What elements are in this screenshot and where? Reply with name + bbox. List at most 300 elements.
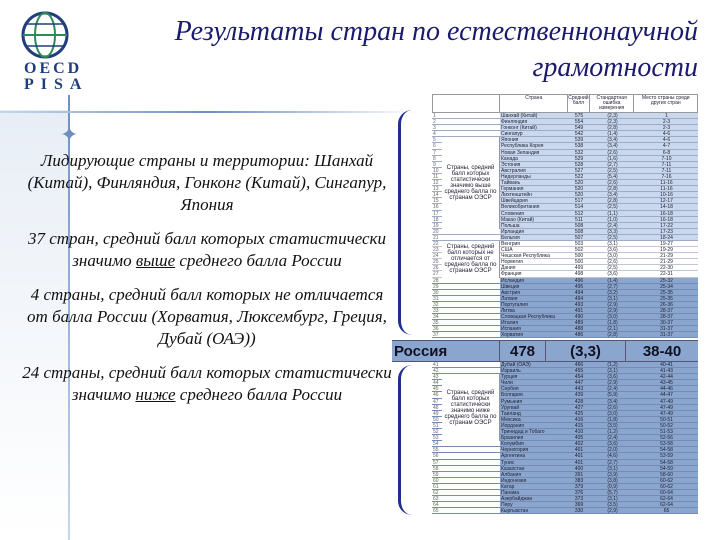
cell-se: (3,4) [607, 192, 618, 199]
cell-country: Таиланд [501, 410, 521, 416]
cell-rank: 60-62 [660, 477, 673, 484]
cell-se: (1,4) [607, 277, 618, 284]
cell-score: 376 [574, 489, 584, 496]
text-emphasis: ниже [135, 385, 176, 404]
group-label: Страны, средний балл которых статистически значимо выше среднего балла по странам ОЭСР [442, 137, 500, 229]
cell-se: (3,0) [607, 314, 618, 321]
row-number: 22 [432, 241, 442, 246]
cell-se: (3,1) [607, 465, 618, 472]
row-number: 12 [432, 180, 442, 185]
cell-se: (3,4) [607, 398, 618, 405]
cell-score: 454 [574, 374, 584, 381]
cell-country: Германия [501, 186, 524, 192]
cell-country: Панама [501, 489, 520, 496]
cell-se: (2,8) [607, 186, 618, 193]
cell-country: Лихтенштейн [501, 192, 532, 198]
cell-score: 538 [574, 143, 584, 150]
cell-country: Шанхай (Китай) [501, 113, 538, 119]
cell-score: 455 [574, 368, 584, 375]
cell-score: 425 [574, 410, 584, 417]
cell-country: Сербия [501, 386, 519, 392]
cell-country: Испания [501, 326, 521, 332]
row-number: 25 [432, 259, 442, 264]
cell-se: (2,8) [607, 198, 618, 205]
cell-score: 400 [574, 465, 584, 472]
cell-se: (2,5) [607, 167, 618, 174]
row-number: 11 [432, 174, 442, 179]
cell-country: Дубай (ОАЭ) [501, 362, 531, 368]
row-number: 14 [432, 192, 442, 197]
cell-rank: 62-64 [660, 496, 673, 503]
cell-country: Израиль [501, 368, 521, 374]
cell-rank: 28-37 [660, 314, 673, 321]
group-spacer [442, 229, 500, 234]
table-header [432, 94, 698, 113]
cell-rank: 52-56 [660, 435, 673, 442]
cell-country: Польша [501, 222, 520, 228]
cell-score: 522 [574, 173, 584, 180]
cell-se: (2,3) [607, 113, 618, 119]
cell-score: 527 [574, 167, 584, 174]
cell-score: 486 [574, 332, 584, 339]
cell-country: Румыния [501, 398, 523, 404]
logo-pisa: PISA [24, 76, 89, 93]
cell-country: Чешская Республика [501, 253, 550, 259]
cell-rank: 22-30 [660, 265, 673, 272]
cell-se: (2,5) [607, 204, 618, 211]
cell-country: Тунис [501, 459, 515, 465]
cell-se: (1,2) [607, 362, 618, 368]
group-spacer [442, 308, 500, 313]
cell-score: 532 [574, 149, 584, 156]
cell-se: (2,3) [607, 119, 618, 126]
cell-country: Болгария [501, 392, 523, 398]
group-spacer [442, 490, 500, 495]
above-russia-text [22, 228, 392, 272]
russia-score: 478 [500, 341, 546, 361]
upper-rows [432, 113, 698, 338]
cell-se: (2,9) [607, 380, 618, 387]
cell-se: (1,8) [607, 320, 618, 327]
cell-rank: 25-35 [660, 289, 673, 296]
cell-se: (2,6) [607, 404, 618, 411]
row-number: 3 [432, 125, 442, 130]
text-part: 24 страны, средний балл которых статистически значимо [22, 363, 392, 404]
cell-score: 489 [574, 320, 584, 327]
cell-se: (2,6) [607, 149, 618, 156]
cell-se: (2,4) [607, 435, 618, 442]
cell-score: 493 [574, 301, 584, 308]
text-emphasis: выше [135, 251, 176, 270]
cell-score: 507 [574, 234, 584, 241]
cell-score: 495 [574, 283, 584, 290]
logo-oecd: OECD [24, 60, 83, 77]
cell-rank: 31-37 [660, 326, 673, 333]
cell-score: 491 [574, 308, 584, 314]
page-title: Результаты стран по естественнонаучной грамотности [174, 16, 698, 83]
cell-rank: 4-6 [662, 137, 671, 144]
row-number: 4 [432, 131, 442, 136]
row-number: 16 [432, 204, 442, 209]
cell-rank: 22-31 [660, 271, 673, 278]
row-number: 61 [432, 484, 442, 489]
cell-score: 549 [574, 125, 584, 132]
row-number: 49 [432, 411, 442, 416]
cell-score: 401 [574, 459, 584, 466]
cell-country: Аргентина [501, 453, 525, 459]
cell-score: 439 [574, 392, 584, 399]
cell-score: 529 [574, 155, 584, 162]
cell-se: (0,9) [607, 483, 618, 490]
cell-se: (2,5) [607, 265, 618, 272]
cell-se: (1,2) [607, 429, 618, 436]
cell-country: Финляндия [501, 119, 528, 125]
cell-country: Катар [501, 483, 515, 489]
cell-score: 520 [574, 180, 584, 187]
table-row [432, 332, 698, 338]
group-spacer [442, 278, 500, 283]
row-number: 44 [432, 380, 442, 385]
cell-country: Нидерланды [501, 173, 531, 180]
row-number: 43 [432, 374, 442, 379]
cell-score: 528 [574, 161, 584, 168]
row-number: 23 [432, 247, 442, 252]
sparkle-icon: ✦ [60, 122, 79, 147]
summary-blocks [22, 150, 392, 406]
cell-score: 508 [574, 228, 584, 235]
cell-rank: 44-46 [660, 386, 673, 393]
group-spacer [442, 362, 500, 367]
row-number: 59 [432, 472, 442, 477]
cell-country: Макао (Китай) [501, 216, 535, 222]
cell-se: (2,6) [607, 259, 618, 266]
cell-se: (2,7) [607, 161, 618, 168]
cell-score: 512 [574, 210, 584, 217]
same-as-russia-text: 4 страны, средний балл которых не отличается от балла России (Хорватия, Люксембург, Греция, Дубай (ОАЭ)) [27, 285, 387, 348]
text-part: среднего балла России [179, 385, 343, 404]
cell-se: (3,5) [607, 422, 618, 429]
group-spacer [442, 296, 500, 301]
cell-rank: 47-49 [660, 398, 673, 405]
cell-country: Казахстан [501, 465, 525, 471]
row-number: 31 [432, 296, 442, 301]
cell-rank: 53-58 [660, 441, 673, 448]
group-label: Страны, средний балл которых не отличается от среднего балла по странам ОЭСР [442, 241, 500, 278]
cell-se: (3,6) [607, 247, 618, 254]
cell-se: (2,9) [607, 508, 618, 515]
group-spacer [442, 125, 500, 130]
row-number: 63 [432, 496, 442, 501]
row-number: 35 [432, 320, 442, 325]
cell-score: 427 [574, 404, 584, 411]
row-number: 24 [432, 253, 442, 258]
header-country: Страна [500, 95, 567, 112]
cell-country: Швейцария [501, 198, 528, 204]
cell-country: Бельгия [501, 234, 520, 240]
cell-score: 490 [574, 314, 584, 321]
cell-se: (2,6) [607, 180, 618, 187]
cell-se: (3,0) [607, 253, 618, 260]
cell-country: Тринидад и Тобаго [501, 429, 545, 435]
cell-rank: 7-11 [661, 167, 672, 174]
table-row [432, 508, 698, 514]
row-number: 52 [432, 429, 442, 434]
cell-rank: 7-10 [661, 155, 672, 162]
cell-rank: 58-60 [660, 471, 673, 478]
cell-country: Черногория [501, 447, 529, 453]
cell-score: 447 [574, 380, 584, 387]
russia-row [392, 340, 698, 362]
cell-score: 369 [574, 502, 584, 509]
row-number: 50 [432, 417, 442, 422]
cell-se: (5,9) [607, 392, 618, 399]
row-number: 41 [432, 362, 442, 367]
row-number: 21 [432, 235, 442, 240]
row-number: 33 [432, 308, 442, 313]
cell-rank: 1 [665, 113, 668, 119]
cell-score: 494 [574, 295, 584, 302]
cell-se: (2,7) [607, 283, 618, 290]
cell-score: 391 [574, 471, 584, 478]
row-number: 36 [432, 326, 442, 331]
row-number: 56 [432, 453, 442, 458]
cell-score: 503 [574, 240, 584, 247]
cell-se: (2,8) [607, 125, 618, 132]
cell-score: 520 [574, 186, 584, 193]
cell-se: (2,7) [607, 459, 618, 466]
cell-rank: 54-59 [660, 465, 673, 472]
row-number: 32 [432, 302, 442, 307]
cell-country: Мексика [501, 416, 521, 422]
cell-score: 401 [574, 453, 584, 460]
header-rank: Место страны среди других стран [641, 95, 690, 106]
cell-country: Дания [501, 265, 516, 271]
cell-rank: 14-18 [660, 204, 673, 211]
row-number: 26 [432, 265, 442, 270]
cell-rank: 54-58 [660, 459, 673, 466]
group-spacer [442, 302, 500, 307]
cell-country: Колумбия [501, 441, 524, 447]
cell-se: (3,2) [607, 289, 618, 296]
cell-score: 502 [574, 247, 584, 254]
cell-rank: 16-18 [660, 210, 673, 217]
cell-rank: 43-45 [660, 380, 673, 387]
cell-rank: 25-34 [660, 283, 673, 290]
group-spacer [442, 326, 500, 331]
group-spacer [442, 484, 500, 489]
cell-country: Франция [501, 271, 522, 277]
row-number: 58 [432, 466, 442, 471]
cell-se: (3,1) [607, 295, 618, 302]
cell-se: (5,4) [607, 173, 618, 180]
row-number: 10 [432, 168, 442, 173]
cell-country: США [501, 247, 513, 253]
cell-rank: 7-11 [661, 161, 672, 168]
below-russia-text [22, 362, 392, 406]
cell-score: 500 [574, 253, 584, 260]
group-spacer [442, 290, 500, 295]
group-spacer [442, 284, 500, 289]
row-number: 51 [432, 423, 442, 428]
cell-rank: 11-16 [660, 180, 673, 187]
brace-lower-icon [398, 365, 412, 515]
cell-se: (3,4) [607, 143, 618, 150]
cell-rank: 42-44 [660, 374, 673, 381]
cell-country: Турция [501, 374, 518, 380]
cell-country: Словения [501, 210, 525, 216]
cell-se: (2,0) [607, 447, 618, 454]
row-number: 65 [432, 508, 442, 513]
cell-rank: 2-3 [662, 125, 671, 132]
cell-rank: 44-47 [660, 392, 673, 399]
cell-rank: 4-7 [662, 143, 671, 150]
cell-country: Сингапур [501, 131, 523, 137]
cell-rank: 7-16 [661, 173, 672, 180]
cell-rank: 65 [663, 508, 670, 515]
row-number: 64 [432, 502, 442, 507]
cell-rank: 21-29 [660, 259, 673, 266]
cell-country: Португалия [501, 301, 528, 307]
cell-score: 494 [574, 289, 584, 296]
group-spacer [442, 447, 500, 452]
cell-rank: 47-49 [660, 410, 673, 417]
cell-score: 428 [574, 398, 584, 405]
group-spacer [442, 113, 500, 118]
cell-country: Норвегия [501, 259, 523, 265]
row-number: 30 [432, 290, 442, 295]
cell-score: 488 [574, 326, 584, 333]
row-number: 53 [432, 435, 442, 440]
cell-country: Венгрия [501, 240, 520, 247]
cell-country: Исландия [501, 277, 524, 283]
row-number: 29 [432, 284, 442, 289]
cell-score: 499 [574, 265, 584, 272]
cell-rank: 41-43 [660, 368, 673, 375]
cell-se: (3,5) [607, 502, 618, 509]
row-number: 6 [432, 143, 442, 148]
row-number: 19 [432, 223, 442, 228]
cell-score: 514 [574, 204, 584, 211]
row-number: 47 [432, 399, 442, 404]
cell-country: Австрия [501, 289, 521, 295]
cell-score: 508 [574, 222, 584, 229]
group-spacer [442, 478, 500, 483]
cell-rank: 53-59 [660, 453, 673, 460]
cell-se: (3,1) [607, 240, 618, 247]
group-spacer [442, 472, 500, 477]
cell-se: (4,6) [607, 453, 618, 460]
cell-country: Эстония [501, 161, 521, 167]
cell-rank: 40-41 [660, 362, 673, 368]
cell-country: Канада [501, 155, 518, 161]
row-number: 2 [432, 119, 442, 124]
cell-rank: 11-16 [660, 186, 673, 193]
group-label: Страны, средний балл которых статистически значимо ниже среднего балла по странам ОЭСР [442, 374, 500, 441]
row-number: 62 [432, 490, 442, 495]
cell-se: (3,6) [607, 374, 618, 381]
row-number: 9 [432, 162, 442, 167]
row-number: 57 [432, 460, 442, 465]
header-se: Стандартная ошибка измерения [590, 95, 635, 112]
cell-score: 379 [574, 483, 584, 490]
cell-rank: 60-64 [660, 489, 673, 496]
cell-score: 498 [574, 271, 584, 278]
cell-rank: 17-23 [660, 228, 673, 235]
group-spacer [442, 460, 500, 465]
cell-se: (2,9) [607, 301, 618, 308]
cell-score: 496 [574, 277, 584, 284]
cell-score: 416 [574, 416, 584, 423]
cell-score: 520 [574, 192, 584, 199]
cell-se: (2,8) [607, 332, 618, 339]
cell-score: 517 [574, 198, 584, 205]
cell-se: (3,8) [607, 477, 618, 484]
row-number: 20 [432, 229, 442, 234]
row-number: 34 [432, 314, 442, 319]
cell-se: (3,3) [607, 228, 618, 235]
cell-country: Чили [501, 380, 513, 386]
cell-rank: 21-29 [660, 253, 673, 260]
cell-score: 554 [574, 119, 584, 126]
row-number: 55 [432, 447, 442, 452]
cell-se: (2,5) [607, 234, 618, 241]
cell-score: 402 [574, 441, 584, 448]
row-number: 15 [432, 198, 442, 203]
group-spacer [442, 453, 500, 458]
row-number: 28 [432, 278, 442, 283]
cell-se: (3,0) [607, 410, 618, 417]
cell-score: 405 [574, 435, 584, 442]
text-part: среднего балла России [179, 251, 342, 270]
cell-score: 401 [574, 447, 584, 454]
cell-country: Азербайджан [501, 496, 533, 502]
cell-se: (5,7) [607, 489, 618, 496]
cell-country: Япония [501, 137, 519, 143]
cell-country: Ирландия [501, 228, 525, 234]
cell-rank: 2-3 [662, 119, 671, 126]
row-number: 7 [432, 150, 442, 155]
cell-country: Италия [501, 320, 519, 326]
brace-upper-icon [398, 110, 412, 335]
cell-se: (3,6) [607, 441, 618, 448]
russia-country: Россия [392, 341, 500, 361]
cell-rank: 47-49 [660, 404, 673, 411]
cell-rank: 19-29 [660, 247, 673, 254]
cell-score: 575 [574, 113, 584, 119]
lower-rows [432, 362, 698, 514]
results-table-lower [432, 362, 698, 514]
group-spacer [442, 235, 500, 240]
row-number: 17 [432, 211, 442, 216]
group-spacer [442, 131, 500, 136]
group-spacer [442, 320, 500, 325]
cell-country: Индонезия [501, 477, 527, 483]
cell-rank: 6-8 [662, 149, 671, 156]
cell-country: Литва [501, 308, 515, 314]
header-score: Средний балл [568, 95, 590, 112]
cell-se: (3,6) [607, 271, 618, 278]
row-number: 48 [432, 405, 442, 410]
cell-country: Новая Зеландия [501, 149, 540, 155]
cell-rank: 60-62 [660, 483, 673, 490]
decor-horizontal-line [0, 111, 420, 113]
row-number: 54 [432, 441, 442, 446]
row-number: 5 [432, 137, 442, 142]
cell-se: (2,4) [607, 386, 618, 393]
cell-se: (2,1) [607, 326, 618, 333]
cell-country: Иордания [501, 422, 525, 429]
row-number: 37 [432, 332, 442, 337]
